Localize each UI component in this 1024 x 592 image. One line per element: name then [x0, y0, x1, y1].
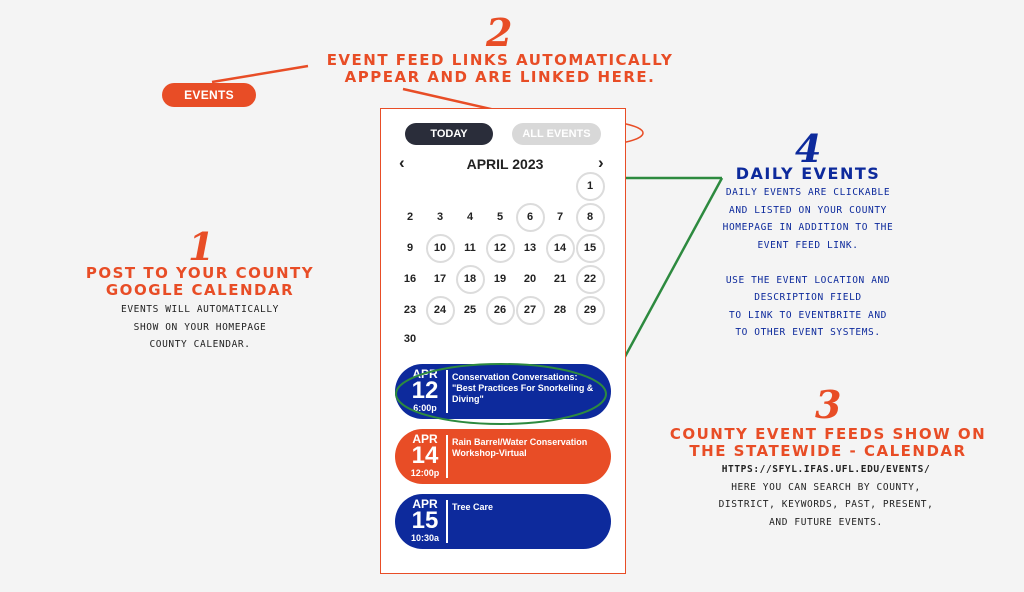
step-2-number: 2: [486, 10, 513, 55]
calendar-day[interactable]: 15: [576, 234, 605, 263]
event-card[interactable]: [395, 429, 611, 484]
step-1-number: 1: [188, 224, 215, 269]
events-button[interactable]: EVENTS: [162, 83, 256, 107]
chevron-left-icon[interactable]: ‹: [399, 153, 405, 172]
step-4-heading: DAILY EVENTS: [735, 164, 881, 183]
event-month: APR: [412, 497, 438, 511]
event-time: 10:30a: [410, 533, 440, 543]
step-1-body-line: SHOW ON YOUR HOMEPAGE: [133, 321, 267, 333]
event-title: Tree Care: [452, 502, 494, 512]
statewide-calendar-url[interactable]: HTTPS://SFYL.IFAS.UFL.EDU/EVENTS/: [721, 464, 931, 475]
tab-all-events[interactable]: ALL EVENTS: [512, 123, 601, 145]
event-month: APR: [412, 367, 438, 381]
calendar-day[interactable]: 26: [486, 296, 515, 325]
calendar-day[interactable]: 8: [576, 203, 605, 232]
step-4-body-line: DAILY EVENTS ARE CLICKABLE: [725, 187, 891, 198]
step-1-body-line: EVENTS WILL AUTOMATICALLY: [121, 304, 279, 315]
calendar-day[interactable]: 5: [496, 211, 504, 223]
step-4-body-spacer: [688, 254, 928, 272]
event-date: [405, 433, 445, 479]
calendar-day[interactable]: 17: [433, 273, 447, 285]
calendar-day[interactable]: 28: [553, 304, 567, 316]
step-1-body-line: COUNTY CALENDAR.: [149, 339, 251, 350]
calendar-day[interactable]: 2: [406, 211, 414, 223]
calendar-day[interactable]: 22: [576, 265, 605, 294]
step-4-body-line: TO OTHER EVENT SYSTEMS.: [735, 327, 881, 338]
calendar-day[interactable]: 7: [556, 211, 564, 223]
step-1-heading-line1: POST TO YOUR COUNTY: [85, 264, 315, 282]
event-card[interactable]: [395, 364, 611, 419]
calendar-day[interactable]: 24: [426, 296, 455, 325]
event-divider: [446, 370, 448, 413]
step-4-body-line: USE THE EVENT LOCATION AND: [725, 274, 891, 286]
step-4-body: [688, 184, 928, 342]
step-4-number: 4: [795, 126, 822, 171]
step-3-body-line: AND FUTURE EVENTS.: [769, 516, 883, 528]
step-4-body-line: AND LISTED ON YOUR COUNTY: [729, 204, 887, 216]
tab-today[interactable]: TODAY: [405, 123, 493, 145]
event-time: 12:00p: [410, 468, 440, 478]
step-3-body-line: HERE YOU CAN SEARCH BY COUNTY,: [731, 481, 921, 493]
calendar-day[interactable]: 20: [523, 273, 537, 285]
step-2-heading-line2: APPEAR AND ARE LINKED HERE.: [344, 68, 656, 86]
calendar-day[interactable]: 19: [493, 273, 507, 285]
calendar-day[interactable]: 11: [464, 242, 476, 254]
calendar-day[interactable]: 12: [486, 234, 515, 263]
step-4-body-line: HOMEPAGE IN ADDITION TO THE: [722, 222, 894, 233]
calendar-day[interactable]: 21: [553, 273, 567, 285]
calendar-day[interactable]: 30: [403, 333, 417, 345]
event-title: Conservation Conversations: "Best Practices For Snorkeling & Diving": [452, 372, 594, 404]
step-2-heading: [260, 52, 740, 86]
step-1-heading-line2: GOOGLE CALENDAR: [105, 281, 295, 299]
calendar-day[interactable]: 29: [576, 296, 605, 325]
calendar-month-title: APRIL 2023: [466, 156, 544, 172]
step-1-body: [70, 301, 330, 354]
step-3-body: [696, 461, 956, 531]
step-3-heading-line2: THE STATEWIDE - CALENDAR: [689, 442, 967, 460]
event-divider: [446, 435, 448, 478]
calendar-day[interactable]: 6: [516, 203, 545, 232]
event-date: [405, 368, 445, 414]
step-4-body-line: DESCRIPTION FIELD: [754, 292, 862, 303]
calendar-day[interactable]: 3: [436, 211, 444, 223]
calendar-day[interactable]: 14: [546, 234, 575, 263]
event-day: 12: [411, 377, 439, 404]
step-1-heading: [50, 265, 350, 299]
event-month: APR: [412, 432, 438, 446]
event-day: 14: [411, 442, 439, 469]
event-time: 6:00p: [413, 403, 437, 413]
calendar-day[interactable]: 1: [576, 172, 605, 201]
calendar-day[interactable]: 9: [406, 242, 414, 254]
step-3-heading-line1: COUNTY EVENT FEEDS SHOW ON: [669, 425, 987, 443]
event-day: 15: [411, 507, 439, 534]
calendar-day[interactable]: 23: [403, 304, 417, 316]
event-divider: [446, 500, 448, 543]
calendar-day[interactable]: 4: [466, 211, 474, 223]
calendar-day[interactable]: 16: [403, 273, 417, 285]
step-3-number: 3: [815, 382, 842, 427]
calendar-day[interactable]: 10: [426, 234, 455, 263]
calendar-day[interactable]: 13: [523, 242, 537, 254]
step-2-heading-line1: EVENT FEED LINKS AUTOMATICALLY: [326, 51, 674, 69]
calendar-day[interactable]: 25: [463, 304, 477, 316]
event-date: [405, 498, 445, 544]
event-card[interactable]: [395, 494, 611, 549]
calendar-day[interactable]: 18: [456, 265, 485, 294]
step-3-body-line: DISTRICT, KEYWORDS, PAST, PRESENT,: [718, 499, 934, 510]
calendar-day[interactable]: 27: [516, 296, 545, 325]
step-3-heading: [640, 426, 1016, 460]
event-title: Rain Barrel/Water Conservation Workshop-Virtual: [452, 437, 588, 458]
chevron-right-icon[interactable]: ›: [598, 153, 604, 172]
step-4-body-line: EVENT FEED LINK.: [757, 239, 859, 251]
step-4-body-line: TO LINK TO EVENTBRITE AND: [729, 309, 887, 321]
